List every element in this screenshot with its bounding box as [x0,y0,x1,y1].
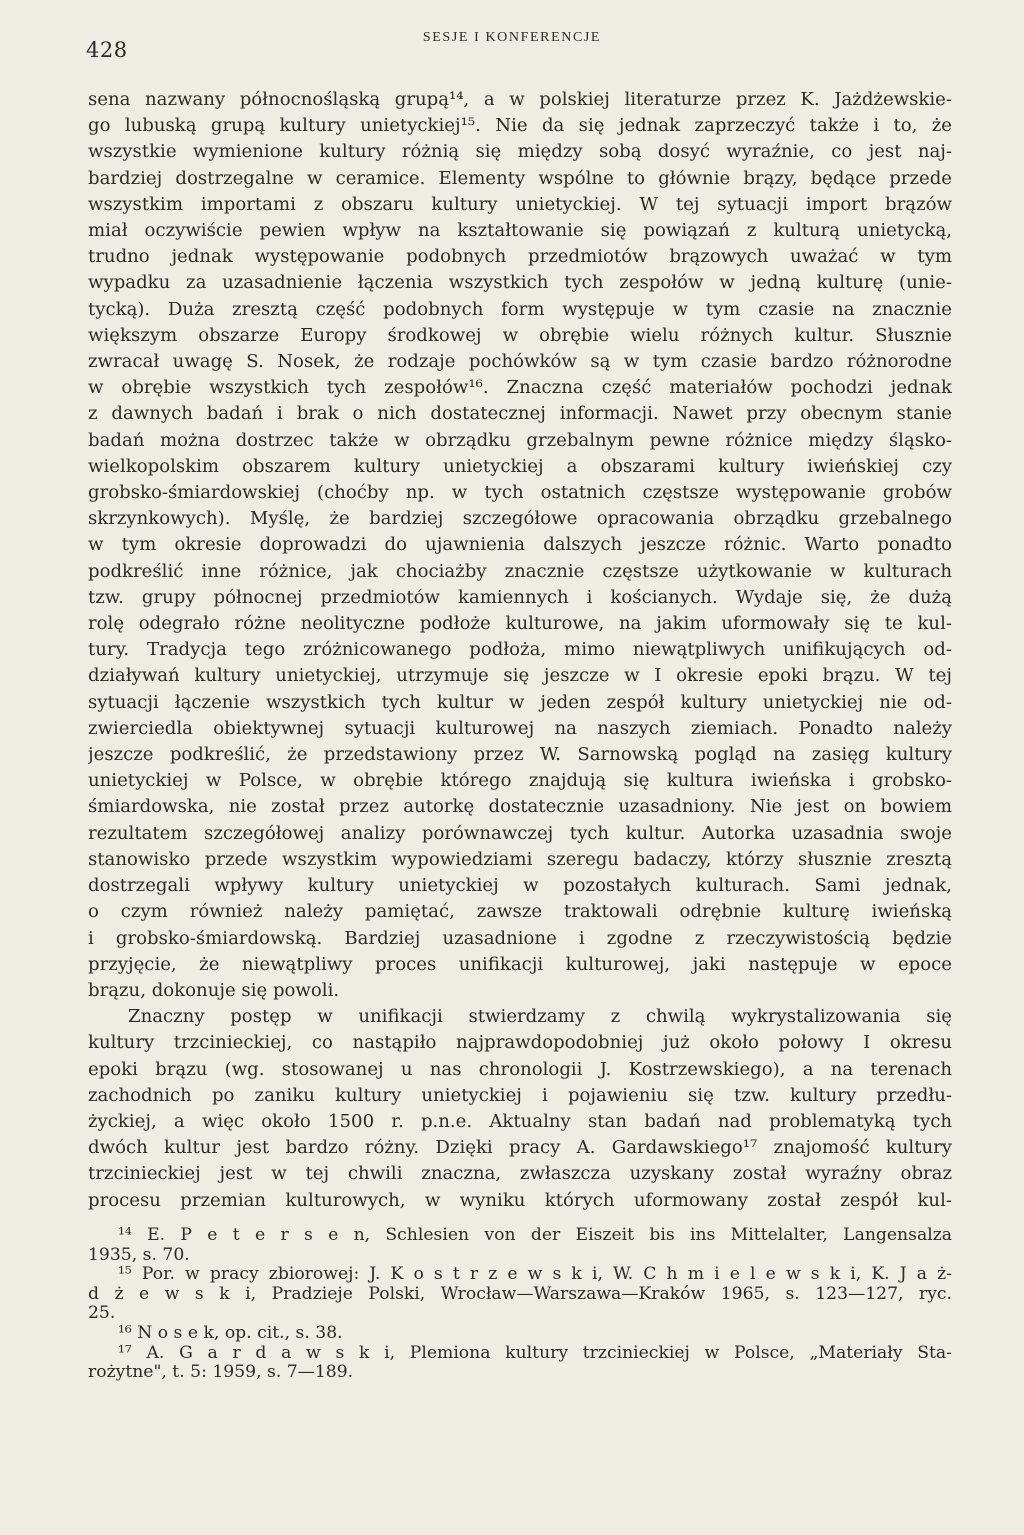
body-line: epoki brązu (wg. stosowanej u nas chronologii J. Kostrzewskiego), a na terenach [88,1058,952,1080]
body-line: wypadku za uzasadnienie łączenia wszystkich tych zespołów w jedną kulturę (unie- [88,272,952,294]
body-line: tycką). Duża zresztą część podobnych form występuje w tym czasie na znacznie [88,298,952,320]
body-line: życkiej, a więc około 1500 r. p.n.e. Aktualny stan badań nad problematyką tych [88,1110,952,1132]
body-line: tury. Tradycja tego zróżnicowanego podłoża, mimo niewątpliwych unifikujących od- [88,639,952,661]
footnote-14: ¹⁴ E. P e t e r s e n, Schlesien von der Eiszeit bis ins Mittelalter, Langensalza [118,1226,952,1245]
body-line: dwóch kultur jest bardzo różny. Dzięki pracy A. Gardawskiego¹⁷ znajomość kultury [88,1137,952,1159]
body-line: zwracał uwagę S. Nosek, że rodzaje pochówków są w tym czasie bardzo różnorodne [88,351,952,373]
body-line: wszystkim importami z obszaru kultury unietyckiej. W tej sytuacji import brązów [88,193,952,215]
footnote-line: d ż e w s k i, Pradzieje Polski, Wrocław—Warszawa—Kraków 1965, s. 123—127, ryc. [88,1284,952,1304]
body-line: go lubuską grupą kultury unietyckiej¹⁵. Nie da się jednak zaprzeczyć także i to, że [88,115,952,137]
body-line: stanowisko przede wszystkim wypowiedziami szeregu badaczy, którzy słusznie zresztą [88,848,952,870]
footnote-line: 25. [88,1304,116,1324]
body-line: badań można dostrzec także w obrządku grzebalnym pewne różnice między śląsko- [88,429,952,451]
body-line: zachodnich po zaniku kultury unietyckiej i pojawieniu się tzw. kultury przedłu- [88,1084,952,1106]
body-line: wielkopolskim obszarem kultury unietyckiej a obszarami kultury iwieńskiej czy [88,455,952,477]
body-line: tzw. grupy północnej przedmiotów kamiennych i kościanych. Wydaje się, że dużą [88,586,952,608]
body-line: większym obszarze Europy środkowej w obrębie wielu różnych kultur. Słusznie [88,324,952,346]
body-line: podkreślić inne różnice, jak chociażby znacznie częstsze użytkowanie w kulturach [88,560,952,582]
body-line: w obrębie wszystkich tych zespołów¹⁶. Znaczna część materiałów pochodzi jednak [88,377,952,399]
body-line: rezultatem szczegółowej analizy porównawczej tych kultur. Autorka uzasadnia swoje [88,822,952,844]
page-number: 428 [86,38,128,62]
body-line: z dawnych badań i brak o nich dostatecznej informacji. Nawet przy obecnym stanie [88,403,952,425]
body-line: działywań kultury unietyckiej, utrzymuje się jeszcze w I okresie epoki brązu. W tej [88,665,952,687]
body-line: miał oczywiście pewien wpływ na kształtowanie się powiązań z kulturą unietycką, [88,220,952,242]
body-line: w tym okresie doprowadzi do ujawnienia dalszych jeszcze różnic. Warto ponadto [88,534,952,556]
body-line: sena nazwany północnośląską grupą¹⁴, a w polskiej literaturze przez K. Jażdżewskie- [88,89,952,110]
footnotes [88,1226,952,1383]
body-line: unietyckiej w Polsce, w obrębie którego znajdują się kultura iwieńska i grobsko- [88,770,952,792]
body-line: trzcinieckiej jest w tej chwili znaczna, zwłaszcza uzyskany został wyraźny obraz [88,1163,952,1185]
body-line: grobsko-śmiardowskiej (choćby np. w tych ostatnich częstsze występowanie grobów [88,482,952,504]
body-line: brązu, dokonuje się powoli. [88,979,340,1001]
body-line: zwierciedla obiektywnej sytuacji kulturowej na naszych ziemiach. Ponadto należy [88,717,952,739]
footnote-line: 1935, s. 70. [88,1245,190,1265]
body-line: o czym również należy pamiętać, zawsze traktowali odrębnie kulturę iwieńską [88,901,952,923]
footnote-16: ¹⁶ N o s e k, op. cit., s. 38. [118,1323,343,1343]
body-line: wszystkie wymienione kultury różnią się między sobą dosyć wyraźnie, co jest naj- [88,141,952,163]
footnote-15: ¹⁵ Por. w pracy zbiorowej: J. K o s t r z e w s k i, W. C h m i e l e w s k i, K. J a ż- [118,1265,952,1285]
footnote-line: rożytne", t. 5: 1959, s. 7—189. [88,1363,354,1383]
body-line: procesu przemian kulturowych, w wyniku których uformowany został zespół kul- [88,1189,952,1211]
body-line: skrzynkowych). Myślę, że bardziej szczegółowe opracowania obrządku grzebalnego [88,508,952,530]
body-text [88,87,952,1214]
body-line: przyjęcie, że niewątpliwy proces unifikacji kulturowej, jaki następuje w epoce [88,953,952,975]
body-line: rolę odegrało różne neolityczne podłoże kulturowe, na jakim uformowały się te kul- [88,613,952,635]
running-head: SESJE I KONFERENCJE [422,30,602,45]
body-line: sytuacji łączenie wszystkich tych kultur w jeden zespół kultury unietyckiej nie od- [88,691,952,713]
body-line: jeszcze podkreślić, że przedstawiony przez W. Sarnowską pogląd na zasięg kultury [88,744,952,766]
body-line: bardziej dostrzegalne w ceramice. Elementy wspólne to głównie brązy, będące przede [88,167,952,189]
footnote-17: ¹⁷ A. G a r d a w s k i, Plemiona kultury trzcinieckiej w Polsce, „Materiały Sta- [118,1343,952,1363]
body-line: trudno jednak występowanie podobnych przedmiotów brązowych uważać w tym [88,246,952,268]
body-line: kultury trzcinieckiej, co nastąpiło najprawdopodobniej już około połowy I okresu [88,1032,952,1054]
paragraph-first-line: Znaczny postęp w unifikacji stwierdzamy z chwilą wykrystalizowania się [128,1006,952,1028]
body-line: śmiardowska, nie został przez autorkę dostatecznie uzasadniony. Nie jest on bowiem [88,796,952,818]
body-line: i grobsko-śmiardowską. Bardziej uzasadnione i zgodne z rzeczywistością będzie [88,927,952,949]
body-line: dostrzegali wpływy kultury unietyckiej w pozostałych kulturach. Sami jednak, [88,875,952,897]
